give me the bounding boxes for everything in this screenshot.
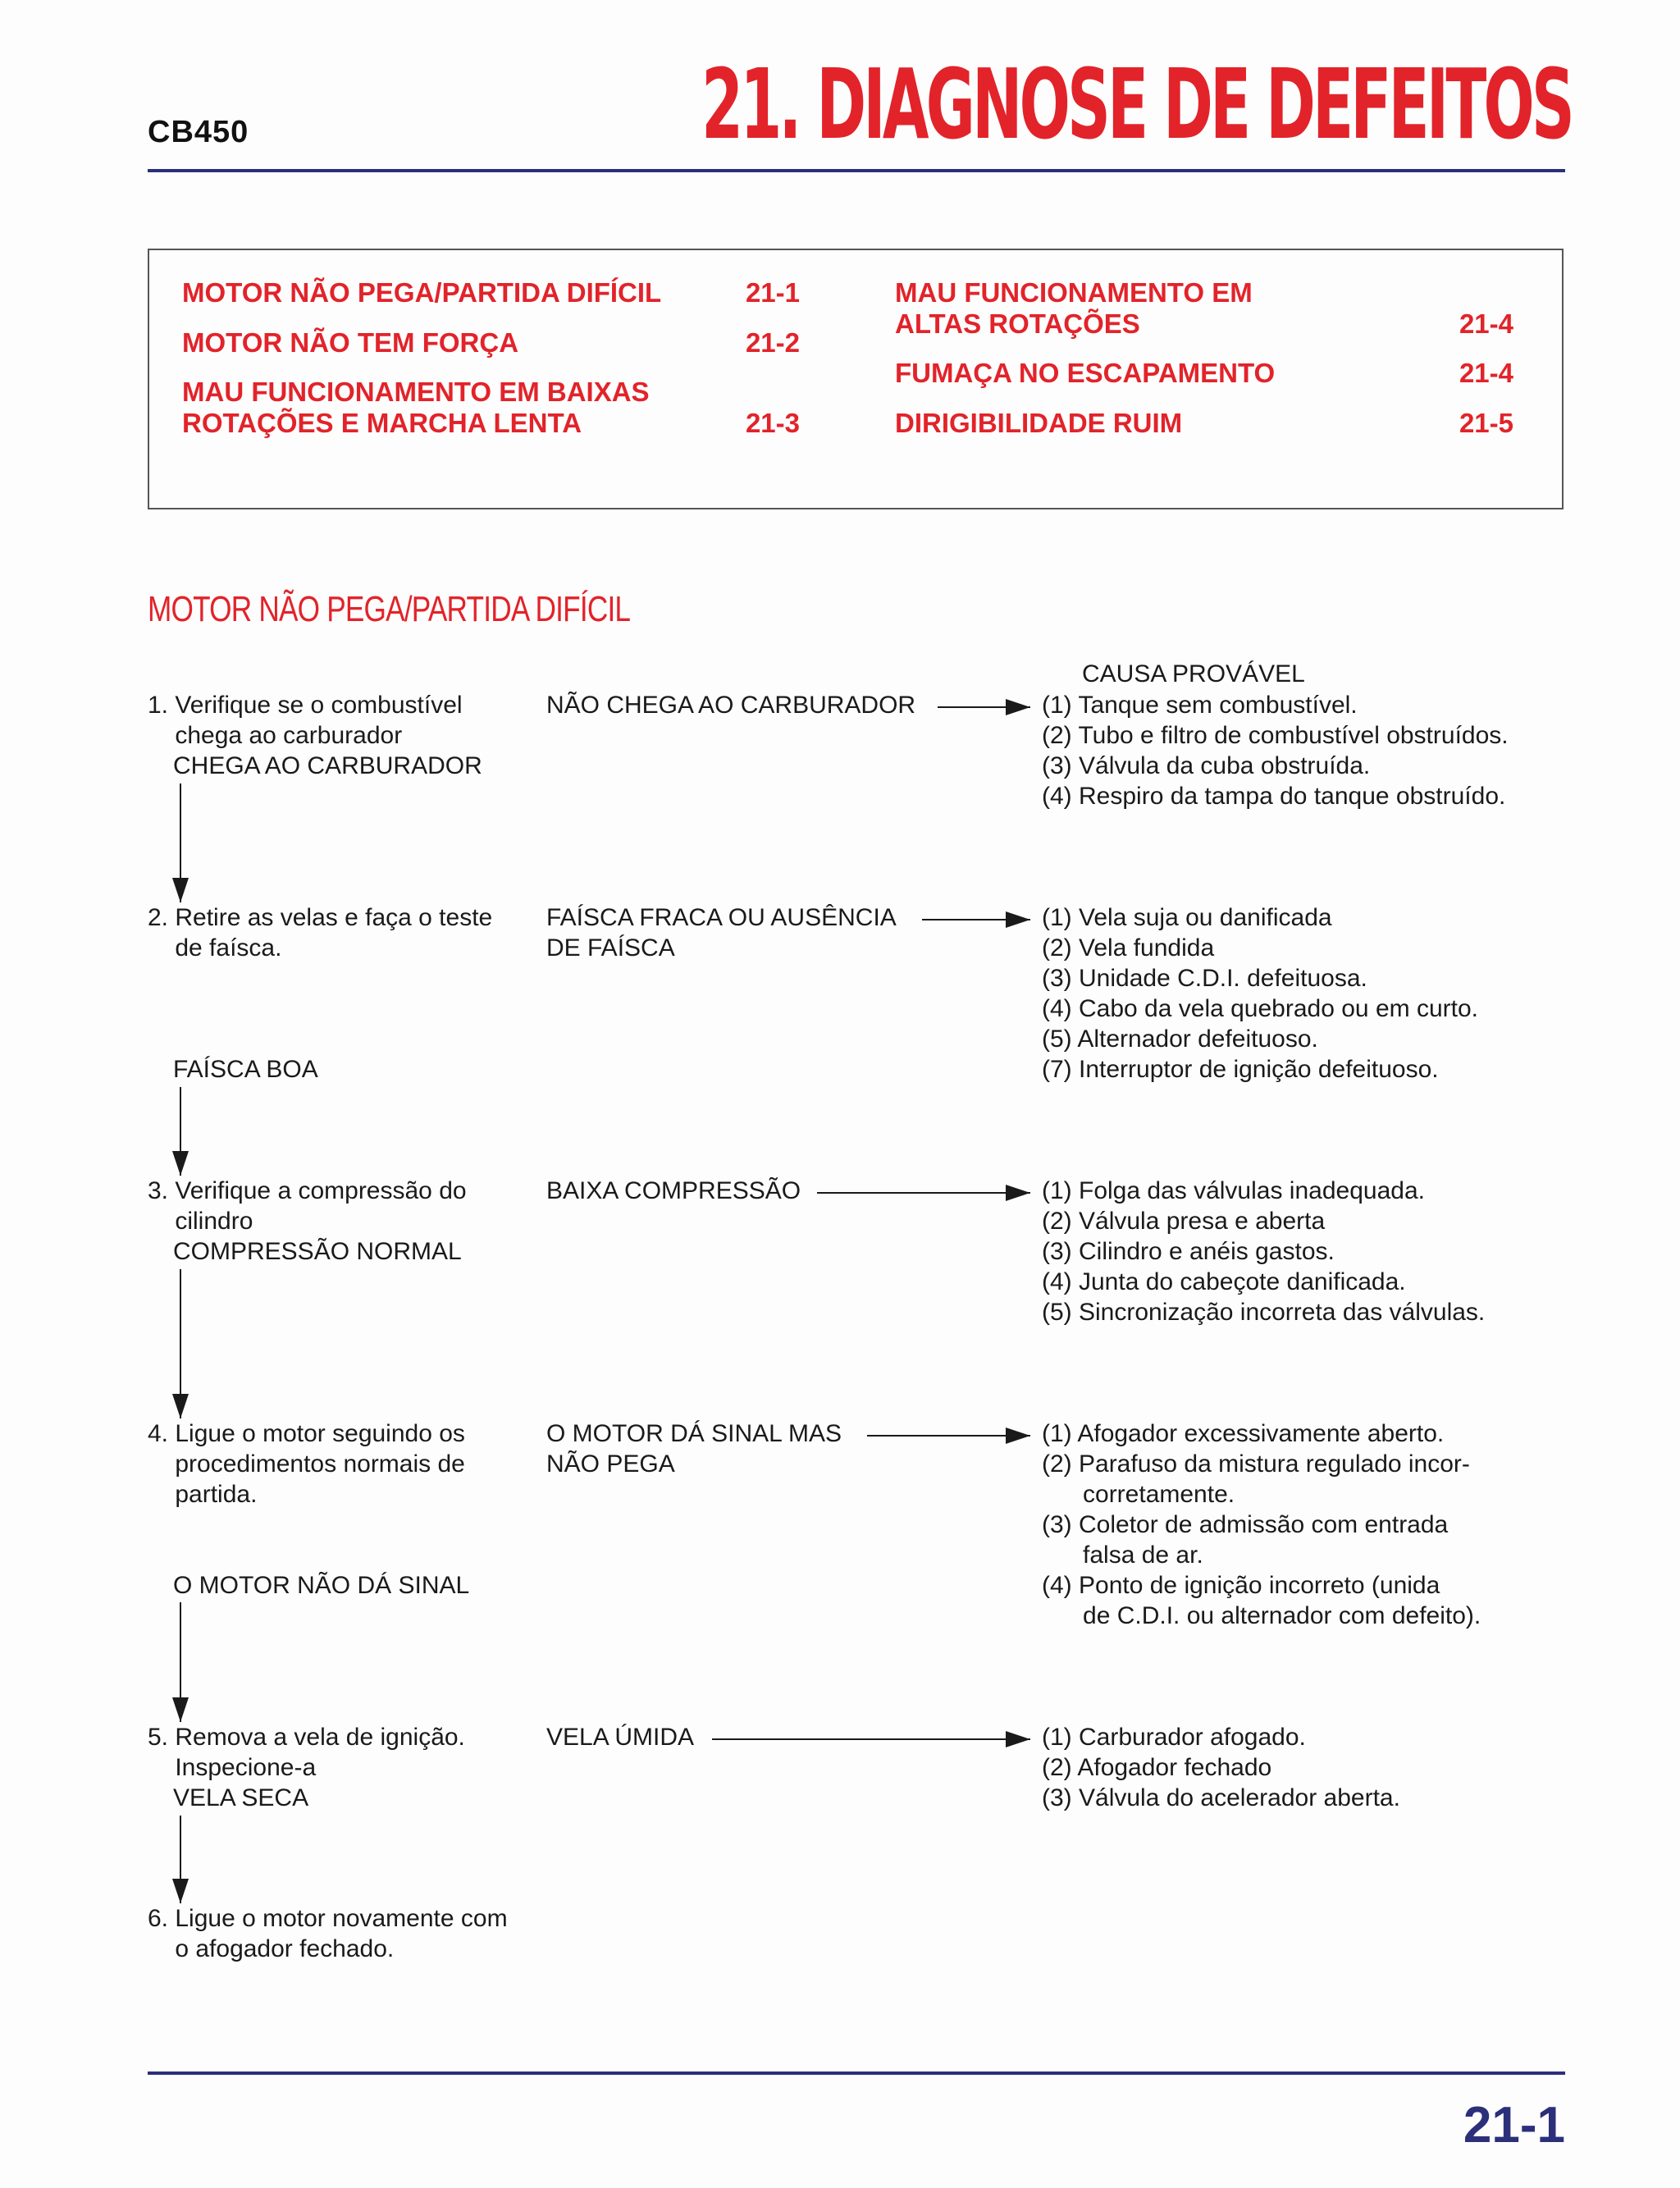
section-title: MOTOR NÃO PEGA/PARTIDA DIFÍCIL (148, 589, 631, 629)
toc-page: 21-3 (745, 408, 800, 438)
toc-item[interactable]: FUMAÇA NO ESCAPAMENTO (895, 358, 1276, 388)
chapter-title: 21. DIAGNOSE DE DEFEITOS (701, 48, 1572, 161)
footer-rule (148, 2072, 1565, 2075)
toc-item[interactable]: MOTOR NÃO PEGA/PARTIDA DIFÍCIL (182, 277, 662, 308)
step-6: 6. Ligue o motor novamente com o afogador fechado. (148, 1905, 508, 1962)
step-1-ok: CHEGA AO CARBURADOR (173, 752, 482, 779)
step-1-causes: (1) Tanque sem combustível. (2) Tubo e filtro de combustível obstruídos. (3) Válvula da cuba obstruída. (4) Respiro da tampa do tanque obstruído. (1042, 692, 1509, 810)
step-3: 3. Verifique a compressão do cilindro (148, 1177, 467, 1235)
step-1-fault: NÃO CHEGA AO CARBURADOR (546, 692, 916, 719)
toc-page: 21-5 (1459, 408, 1513, 438)
toc-item[interactable]: DIRIGIBILIDADE RUIM (895, 408, 1183, 438)
step-3-ok: COMPRESSÃO NORMAL (173, 1238, 462, 1265)
toc-page: 21-2 (745, 327, 800, 358)
step-5-fault: VELA ÚMIDA (546, 1724, 695, 1751)
step-5: 5. Remova a vela de ignição. Inspecione-a (148, 1724, 465, 1781)
step-4-ok: O MOTOR NÃO DÁ SINAL (173, 1572, 470, 1599)
step-1: 1. Verifique se o combustível chega ao carburador (148, 692, 463, 749)
page-number: 21-1 (1463, 2097, 1565, 2154)
toc-item[interactable]: MAU FUNCIONAMENTO EM ALTAS ROTAÇÕES (895, 277, 1253, 339)
cause-header: CAUSA PROVÁVEL (1082, 660, 1305, 687)
toc-page: 21-4 (1459, 308, 1513, 339)
step-3-causes: (1) Folga das válvulas inadequada. (2) Válvula presa e aberta (3) Cilindro e anéis gastos. (4) Junta do cabeçote danificada. (5) Sincronização incorreta das válvulas. (1042, 1177, 1486, 1326)
step-2-causes: (1) Vela suja ou danificada (2) Vela fundida (3) Unidade C.D.I. defeituosa. (4) Cabo da vela quebrado ou em curto. (5) Alternador defeituoso. (7) Interruptor de ignição defeituoso. (1042, 904, 1478, 1083)
step-5-causes: (1) Carburador afogado. (2) Afogador fechado (3) Válvula do acelerador aberta. (1042, 1724, 1400, 1811)
toc-page: 21-4 (1459, 358, 1513, 388)
model-label: CB450 (148, 115, 249, 149)
step-2-fault: FAÍSCA FRACA OU AUSÊNCIA DE FAÍSCA (546, 904, 897, 962)
toc-item[interactable]: MAU FUNCIONAMENTO EM BAIXAS ROTAÇÕES E MARCHA LENTA (182, 377, 650, 438)
step-4: 4. Ligue o motor seguindo os procedimentos normais de partida. (148, 1420, 465, 1508)
step-4-causes: (1) Afogador excessivamente aberto. (2) Parafuso da mistura regulado incor- corretamente. (3) Coletor de admissão com entrada falsa de ar. (4) Ponto de ignição incorreto (unida de C.D.I. ou alternador com defeito). (1042, 1420, 1481, 1629)
step-5-ok: VELA SECA (173, 1784, 309, 1811)
toc-item[interactable]: MOTOR NÃO TEM FORÇA (182, 327, 519, 358)
step-2: 2. Retire as velas e faça o teste de faísca. (148, 904, 493, 962)
step-2-ok: FAÍSCA BOA (173, 1056, 318, 1083)
step-3-fault: BAIXA COMPRESSÃO (546, 1177, 801, 1204)
step-4-fault: O MOTOR DÁ SINAL MAS NÃO PEGA (546, 1420, 842, 1478)
toc-page: 21-1 (745, 277, 800, 308)
